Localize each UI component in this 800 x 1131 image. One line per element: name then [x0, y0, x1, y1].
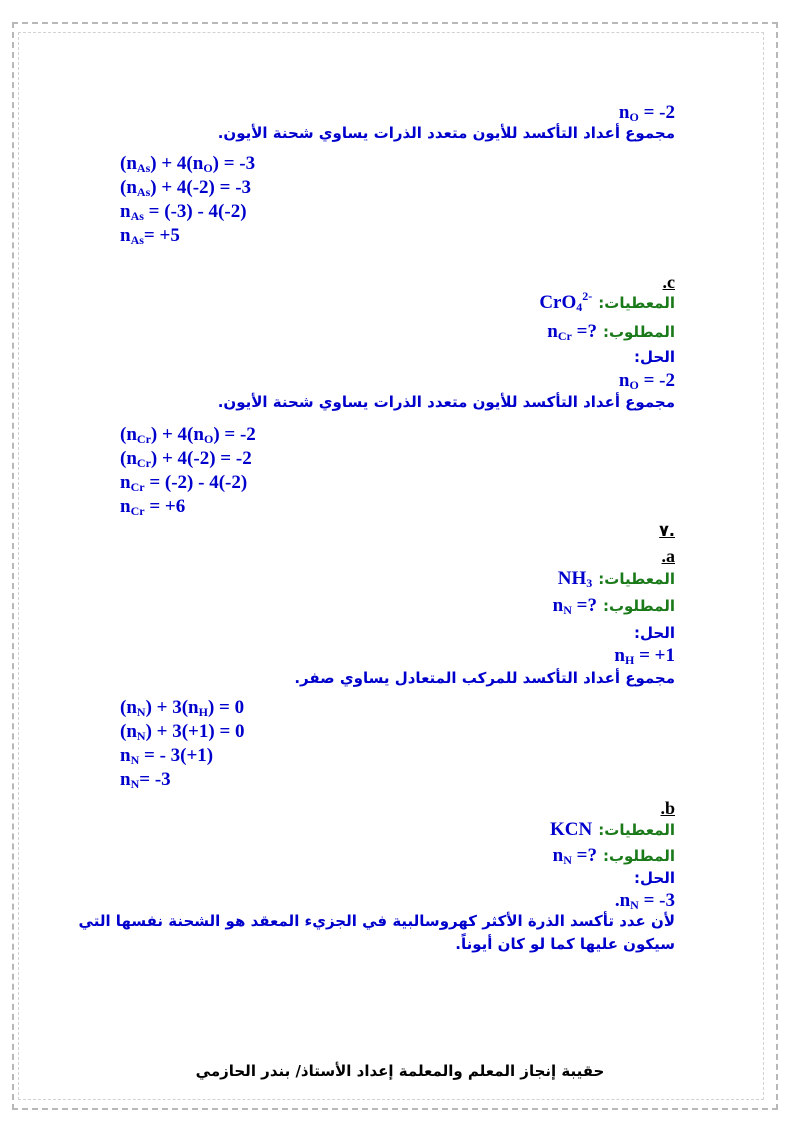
required-label: المطلوب:	[602, 323, 675, 341]
given-label: المعطيات:	[598, 570, 675, 588]
given-value: KCN	[550, 819, 593, 840]
rule-line-3: مجموع أعداد التأكسد للمركب المتعادل يساوي صفر.	[294, 669, 675, 687]
part-c-required	[547, 321, 675, 343]
part-b-given	[550, 819, 675, 841]
part-b-label: .b	[660, 798, 675, 818]
given-value: $NH_3$	[557, 568, 593, 590]
explanation-line-2: سيكون عليها كما لو كان أيوناً.	[455, 935, 675, 953]
no-line-1: $n_O = -2$	[618, 102, 675, 124]
eq-as-4: $n_{As}= +5$	[120, 225, 180, 247]
given-value: CrO$_4^{2-}$	[539, 289, 593, 314]
rule-line-1: مجموع أعداد التأكسد للأيون متعدد الذرات يساوي شحنة الأيون.	[217, 124, 675, 142]
solution-label: الحل:	[634, 348, 675, 366]
solution-label: الحل:	[634, 624, 675, 642]
eq-n-4: $n_N= -3$	[120, 769, 171, 791]
part-c-label: .c	[662, 272, 675, 292]
eq-cr-4: $n_{Cr} = +6$	[120, 496, 186, 518]
part-a-label: .a	[661, 546, 675, 566]
eq-as-3: $n_{As} = (-3) - 4(-2)$	[120, 201, 247, 223]
part-c-given	[539, 289, 675, 314]
required-label: المطلوب:	[602, 847, 675, 865]
no-line-2: $n_O = -2$	[618, 370, 675, 392]
answer-line: $.n_N = -3$	[614, 890, 675, 912]
eq-cr-3: $n_{Cr} = (-2) - 4(-2)$	[120, 472, 248, 494]
required-value: $n_N$ =?	[552, 595, 597, 617]
explanation-line-1: لأن عدد تأكسد الذرة الأكثر كهروسالبية في الجزيء المعقد هو الشحنة نفسها التي	[78, 912, 675, 930]
part-a-given	[558, 568, 675, 590]
given-label: المعطيات:	[598, 294, 675, 312]
eq-cr-1: $(n_{Cr}) + 4(n_O) = -2$	[120, 424, 256, 446]
required-value: $n_N$ =?	[552, 845, 597, 867]
nh-line: $n_H = +1$	[614, 645, 675, 667]
part-b-required	[553, 845, 675, 867]
given-label: المعطيات:	[598, 821, 675, 839]
eq-as-1: $(n_{As}) + 4(n_O) = -3$	[120, 153, 256, 175]
eq-n-2: $(n_N) + 3(+1) = 0$	[120, 721, 245, 743]
required-value: $n_{Cr}$ =?	[547, 321, 597, 343]
rule-line-2: مجموع أعداد التأكسد للأيون متعدد الذرات يساوي شحنة الأيون.	[217, 393, 675, 411]
eq-as-2: $(n_{As}) + 4(-2) = -3$	[120, 177, 252, 199]
eq-cr-2: $(n_{Cr}) + 4(-2) = -2$	[120, 448, 252, 470]
solution-label: الحل:	[634, 869, 675, 887]
required-label: المطلوب:	[602, 597, 675, 615]
q7-label: ٧.	[659, 521, 675, 540]
footer-credit: حقيبة إنجاز المعلم والمعلمة إعداد الأستاذ/ بندر الحازمي	[195, 1062, 605, 1080]
part-a-required	[553, 595, 675, 617]
eq-n-3: $n_N$ = - 3(+1)	[120, 745, 214, 767]
eq-n-1: $(n_N) + 3(n_H) = 0$	[120, 697, 245, 719]
